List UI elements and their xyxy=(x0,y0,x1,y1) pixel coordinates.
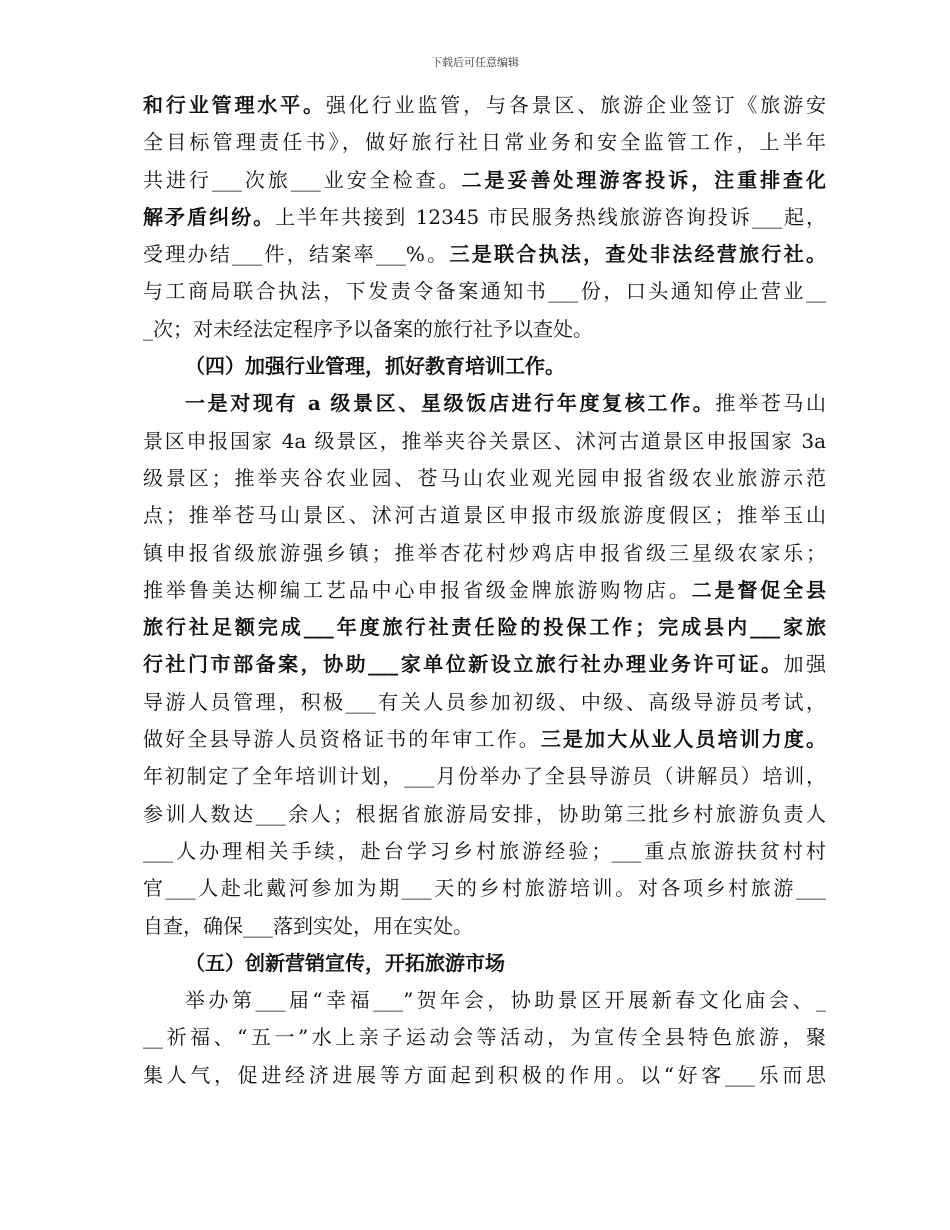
text-segment: 强化行业监管，与各景区、旅游企业签订《旅游安 xyxy=(325,93,827,117)
bold-text-segment: （四）加强行业管理，抓好教育培训工作。 xyxy=(185,354,565,379)
text-line xyxy=(143,684,826,721)
bold-text-segment: 二是督促全县 xyxy=(691,577,827,602)
text-line xyxy=(143,423,826,460)
bold-text-segment: 旅行社足额完成___年度旅行社责任险的投保工作；完成县内___家旅 xyxy=(143,615,826,640)
text-line xyxy=(143,87,826,124)
text-line xyxy=(143,982,826,1019)
document-body xyxy=(143,87,826,1094)
text-line xyxy=(143,199,826,236)
text-line xyxy=(143,460,826,497)
text-line xyxy=(143,609,826,646)
bold-text-segment: 三是加大从业人员培训力度。 xyxy=(540,727,827,752)
text-segment: 级景区；推举夹谷农业园、苍马山农业观光园申报省级农业旅游示范 xyxy=(143,465,826,490)
text-segment: 全目标管理责任书》，做好旅行社日常业务和安全监管工作，上半年 xyxy=(143,130,826,155)
text-line xyxy=(143,1019,826,1056)
text-line xyxy=(143,572,826,609)
text-line xyxy=(143,646,826,683)
text-segment: 年初制定了全年培训计划，___月份举办了全县导游员（讲解员）培训， xyxy=(143,764,826,789)
text-line xyxy=(143,311,826,348)
text-line xyxy=(143,162,826,199)
text-segment: 做好全县导游人员资格证书的年审工作。 xyxy=(143,727,541,752)
text-segment: 受理办结___件，结案率___%。 xyxy=(143,242,450,267)
text-line xyxy=(143,796,826,833)
text-segment: _次；对未经法定程序予以备案的旅行社予以查处。 xyxy=(143,316,593,341)
text-segment: ___人办理相关手续，赴台学习乡村旅游经验；___重点旅游扶贫村村 xyxy=(143,838,826,863)
text-line xyxy=(143,908,826,945)
bold-text-segment: 解矛盾纠纷。 xyxy=(143,204,276,229)
text-line xyxy=(143,535,826,572)
bold-text-segment: 行社门市部备案，协助___家单位新设立旅行社办理业务许可证。 xyxy=(143,652,784,677)
text-line xyxy=(143,236,826,273)
text-line xyxy=(143,124,826,161)
text-segment: 上半年共接到 12345 市民服务热线旅游咨询投诉___起， xyxy=(275,204,826,229)
text-line xyxy=(143,1057,826,1094)
text-segment: 自查，确保___落到实处，用在实处。 xyxy=(143,913,473,938)
text-line xyxy=(143,348,826,385)
text-segment: __祈福、“五一”水上亲子运动会等活动，为宣传全县特色旅游，聚 xyxy=(143,1025,826,1050)
text-line xyxy=(143,870,826,907)
text-segment: 举办第___届“幸福___”贺年会，协助景区开展新春文化庙会、_ xyxy=(185,988,826,1013)
bold-text-segment: （五）创新营销宣传，开拓旅游市场 xyxy=(185,950,505,975)
text-segment: 镇申报省级旅游强乡镇；推举杏花村炒鸡店申报省级三星级农家乐； xyxy=(143,540,826,565)
text-segment: 参训人数达___余人；根据省旅游局安排，协助第三批乡村旅游负责人 xyxy=(143,801,826,826)
text-segment: 推举苍马山 xyxy=(715,391,827,416)
text-line xyxy=(143,497,826,534)
text-line xyxy=(143,273,826,310)
text-line xyxy=(143,721,826,758)
page-header: 下载后可任意编辑 xyxy=(431,56,519,69)
text-segment: 集人气，促进经济进展等方面起到积极的作用。以“好客___乐而思 xyxy=(143,1062,826,1087)
bold-text-segment: 二是妥善处理游客投诉，注重排查化 xyxy=(461,167,827,192)
bold-text-segment: 三是联合执法，查处非法经营旅行社。 xyxy=(449,242,826,267)
text-segment: 点；推举苍马山景区、沭河古道景区申报市级旅游度假区；推举玉山 xyxy=(143,503,826,528)
text-segment: 推举鲁美达柳编工艺品中心申报省级金牌旅游购物店。 xyxy=(143,577,692,602)
text-segment: 景区申报国家 4a 级景区，推举夹谷关景区、沭河古道景区申报国家 3a xyxy=(143,428,826,453)
text-line xyxy=(143,945,826,982)
text-segment: 与工商局联合执法，下发责令备案通知书___份，口头通知停止营业__ xyxy=(143,279,826,304)
text-segment: 加强 xyxy=(783,652,827,677)
text-segment: 导游人员管理，积极___有关人员参加初级、中级、高级导游员考试， xyxy=(143,689,826,714)
bold-text-segment: 一是对现有 a 级景区、星级饭店进行年度复核工作。 xyxy=(185,391,716,416)
text-line xyxy=(143,833,826,870)
text-segment: 官___人赴北戴河参加为期___天的乡村旅游培训。对各项乡村旅游___ xyxy=(143,876,826,901)
text-line xyxy=(143,385,826,422)
text-segment: 共进行___次旅___业安全检查。 xyxy=(143,167,462,192)
bold-text-segment: 和行业管理水平。 xyxy=(143,93,326,117)
text-line xyxy=(143,758,826,795)
